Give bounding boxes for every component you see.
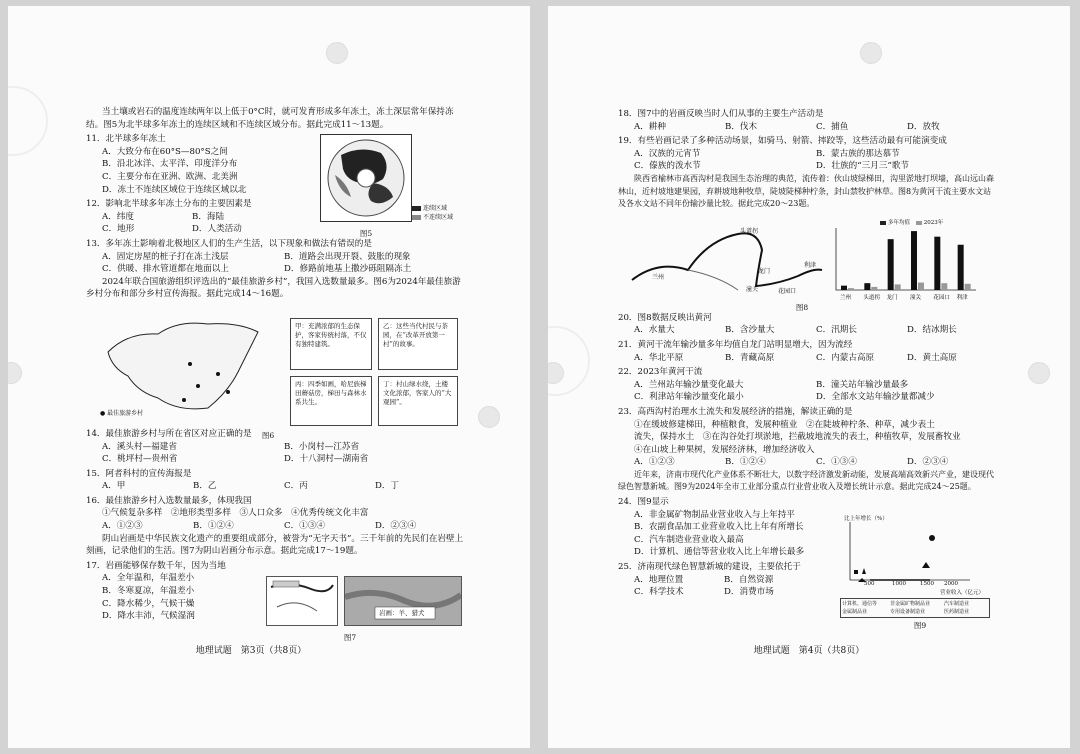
station-label-longmen: 龙门 bbox=[758, 268, 771, 275]
watermark-badge bbox=[860, 42, 882, 64]
category-label: 兰州 bbox=[840, 295, 852, 301]
watermark-badge bbox=[1028, 362, 1050, 384]
x-tick-500: 500 bbox=[864, 581, 875, 587]
sediment-bar-chart bbox=[828, 218, 980, 302]
watermark bbox=[8, 86, 48, 156]
question-19: 19．有些岩画记录了多种活动场景，如骑马、射箭、摔跤等，这些活动最有可能演变成 A．汉族的元宵节 B．蒙古族的那达慕节 C．傣族的泼水节 D．壮族的“三月三”歌节 bbox=[618, 136, 947, 172]
figure-5-permafrost-map bbox=[320, 134, 412, 222]
rock-painting-image bbox=[345, 577, 461, 625]
bar-mean-2 bbox=[888, 239, 894, 290]
bar-mean-3 bbox=[911, 231, 917, 290]
question-24: 24．图9显示 A．非金属矿物制品业营业收入与上年持平 B．农副食品加工业营业收入比上年有所增长 C．汽车制造业营业收入最高 D．计算机、通信等营业收入比上年增长最多 bbox=[618, 497, 805, 558]
figure-5-legend: 连续区域 不连续区域 bbox=[412, 204, 453, 222]
exam-page-3 bbox=[8, 6, 530, 748]
bar-2023-0 bbox=[848, 288, 854, 290]
figure-8-bar-chart bbox=[828, 218, 980, 302]
figure-9-legend: 计算机、通信等 非金属矿物制品业 汽车制造业 金属制品业 专用设备制造业 医药制造业 bbox=[840, 598, 990, 618]
intro-11-13: 当土壤或岩石的温度连续两年以上低于0°C时，就可发育形成多年冻土，冻土深层常年保持冻结。图5为北半球多年冻土的连续区域和不连续区域分布。据此完成11～13题。 bbox=[86, 107, 454, 130]
question-18: 18．图7中的岩画反映当时人们从事的主要生产活动是 A．耕种 B．伐木 C．捕鱼 D．放牧 bbox=[618, 109, 940, 132]
page-3-footer: 地理试题 第3页（共8页） bbox=[195, 646, 307, 656]
station-label-lanzhou: 兰州 bbox=[652, 274, 665, 281]
poster-yi: 乙：这些当代村民与茶园，在“改革开放第一村”的故事。 bbox=[378, 318, 458, 370]
bar-mean-5 bbox=[958, 245, 964, 290]
question-17: 17．岩画能够保存数千年，因为当地 A．全年温和，年温差小 B．冬寒夏凉，年温差小 C．降水稀少，气候干燥 D．降水丰沛，气候湿润 bbox=[86, 560, 226, 622]
question-15: 15．阿者科村的宣传海报是 A．甲 B．乙 C．丙 D．丁 bbox=[86, 468, 400, 492]
figure-6-caption: 图6 bbox=[261, 431, 275, 440]
chart-axis bbox=[836, 228, 976, 290]
yinshan-map-graphic bbox=[267, 577, 337, 625]
chart-legend: 多年均值 2023年 bbox=[880, 218, 943, 226]
industry-scatter-graphic bbox=[840, 518, 990, 598]
china-map-graphic bbox=[98, 312, 278, 422]
exam-page-4 bbox=[548, 6, 1070, 748]
figure-6-legend: ● 最佳旅游乡村 bbox=[100, 410, 144, 417]
question-11: 11．北半球多年冻土 A．大致分布在60°S—80°S之间 B．沿北冰洋、太平洋、印度洋分布 C．主要分布在亚洲、欧洲、北美洲 D．冻土不连续区域位于连续区域以北 bbox=[86, 134, 247, 195]
rock-painting-label: 岩画：羊、猎犬 bbox=[379, 609, 425, 617]
category-label: 头道拐 bbox=[863, 295, 880, 301]
page-4-footer: 地理试题 第4页（共8页） bbox=[753, 646, 865, 656]
category-label: 利津 bbox=[956, 295, 968, 301]
figure-9-ylabel: 比上年增长（%） bbox=[844, 516, 888, 522]
bar-2023-3 bbox=[918, 283, 924, 290]
question-21: 21．黄河干流年输沙量多年均值自龙门站明显增大，因为流经 A．华北平原 B．青藏高原 C．内蒙古高原 D．黄土高原 bbox=[618, 339, 957, 363]
intro-24-25: 近年来，济南市现代化产业体系不断壮大，以数字经济激发新动能，发展高端高效新兴产业，建设现代绿色智慧新城。图9为2024年全市工业部分重点行业营业收入及增长统计示意。据此完成24～25题。 bbox=[618, 469, 994, 492]
x-tick-1500: 1500 bbox=[920, 581, 934, 587]
question-12: 12．影响北半球多年冻土分布的主要因素是 A．纬度 B．海陆 C．地形 D．人类活动 bbox=[86, 199, 252, 235]
bar-mean-4 bbox=[934, 237, 940, 290]
watermark-badge bbox=[478, 406, 500, 428]
question-20: 20．图8数据反映出黄河 A．水量大 B．含沙量大 C．汛期长 D．结冰期长 bbox=[618, 312, 957, 336]
poster-bing: 丙：四季如画，哈尼族梯田蘑菇房，梯田与森林水系共生。 bbox=[290, 376, 372, 426]
figure-9-scatter bbox=[840, 518, 990, 622]
bar-2023-4 bbox=[941, 283, 947, 290]
bar-mean-1 bbox=[864, 283, 870, 290]
watermark-badge bbox=[8, 362, 22, 384]
question-22: 22．2023年黄河干流 A．兰州站年输沙量变化最大 B．潼关站年输沙量最多 C．利津站年输沙量变化最小 D．全部水文站年输沙量都减少 bbox=[618, 367, 935, 403]
x-tick-1000: 1000 bbox=[892, 581, 906, 587]
figure-9-caption: 图9 bbox=[913, 621, 927, 630]
figure-8-river-map bbox=[628, 220, 824, 298]
bar-mean-0 bbox=[841, 286, 847, 290]
category-label: 龙门 bbox=[886, 295, 898, 301]
figure-6-china-map bbox=[98, 312, 278, 422]
station-label-huayuankou: 花园口 bbox=[778, 288, 797, 295]
figure-7-map bbox=[266, 576, 338, 626]
figure-8-caption: 图8 bbox=[795, 303, 809, 312]
question-13: 13．多年冻土影响着北极地区人们的生产生活，以下现象和做法有错误的是 A．固定房屋的桩子打在冻土浅层 B．道路会出现开裂、鼓胀的现象 C．供暖、排水管道都在地面以上 D．修路前地基上撒沙砾阻隔冻土 bbox=[86, 238, 412, 275]
arctic-map-graphic bbox=[321, 135, 411, 221]
figure-5-caption: 图5 bbox=[359, 229, 373, 238]
watermark bbox=[548, 326, 590, 396]
figure-7-caption: 图7 bbox=[343, 633, 357, 642]
category-label: 潼关 bbox=[910, 295, 922, 301]
intro-20-23: 陕西省榆林市高西沟村是我国生态治理的典范，流传着：伙山坡绿梯田，沟里淤地打坝墙，高山远山森林山，近村坡地建果园，弃耕坡地种牧草，陡坡陡梯种柠条，封山禁牧护林草。图8为黄河干流主要水文站及各水文站不同年份输沙量比较。据此完成20～23题。 bbox=[618, 173, 994, 209]
bar-2023-1 bbox=[871, 287, 877, 290]
station-label-tongguan: 潼关 bbox=[746, 286, 759, 293]
figure-9-xlabel: 营业收入（亿元） bbox=[940, 590, 985, 596]
poster-ding: 丁：村山绿水绕，土楼文化浓郁，客家人的“大观园”。 bbox=[378, 376, 458, 426]
bar-2023-2 bbox=[895, 284, 901, 290]
station-label-toudaoguai: 头道拐 bbox=[740, 228, 759, 235]
category-label: 花园口 bbox=[933, 295, 950, 301]
question-23: 23．高西沟村治理水土流失和发展经济的措施，解读正确的是 ①在缓坡修建梯田，种植粮食，发展种植业 ②在陡坡种柠条、种草，减少表土 流失，保持水土 ③在沟谷处打坝淤地，拦截坡地流失的表土，种植牧草，发展畜牧业 ④在山坡上种果树，发展经济林，增加经济收入 A．①②③ B．①②④ C．①③④ D．②③④ bbox=[618, 406, 961, 468]
x-tick-2000: 2000 bbox=[944, 581, 958, 587]
intro-14-16: 2024年联合国旅游组织评选出的“最佳旅游乡村”，我国入选数量最多。图6为2024年最佳旅游乡村分布和部分乡村宣传海报。据此完成14～16题。 bbox=[86, 276, 461, 300]
bar-2023-5 bbox=[965, 284, 971, 290]
figure-7-rock-painting bbox=[344, 576, 462, 626]
question-25: 25．济南现代绿色智慧新城的建设，主要依托于 A．地理位置 B．自然资源 C．科学技术 D．消费市场 bbox=[618, 562, 801, 598]
poster-jia: 甲：充满浓郁的生态保护，客家传统村落，不仅有独特建筑。 bbox=[290, 318, 372, 370]
question-16: 16．最佳旅游乡村入选数量最多，体现我国 ①气候复杂多样 ②地形类型多样 ③人口众多 ④优秀传统文化丰富 A．①②③ B．①②④ C．①③④ D．②③④ bbox=[86, 495, 417, 532]
station-label-lijin: 利津 bbox=[804, 262, 817, 269]
watermark-badge bbox=[326, 42, 348, 64]
question-14: 14．最佳旅游乡村与所在省区对应正确的是 A．溪头村—福建省 B．小岗村—江苏省 C．桃坪村—贵州省 D．十八洞村—湖南省 bbox=[86, 428, 369, 465]
intro-17-19: 阴山岩画是中华民族文化遗产的重要组成部分，被誉为“无字天书”。三千年前的先民们在岩壁上刻画，记录他们的生活。图7为阴山岩画分布示意。据此完成17～19题。 bbox=[86, 533, 464, 557]
